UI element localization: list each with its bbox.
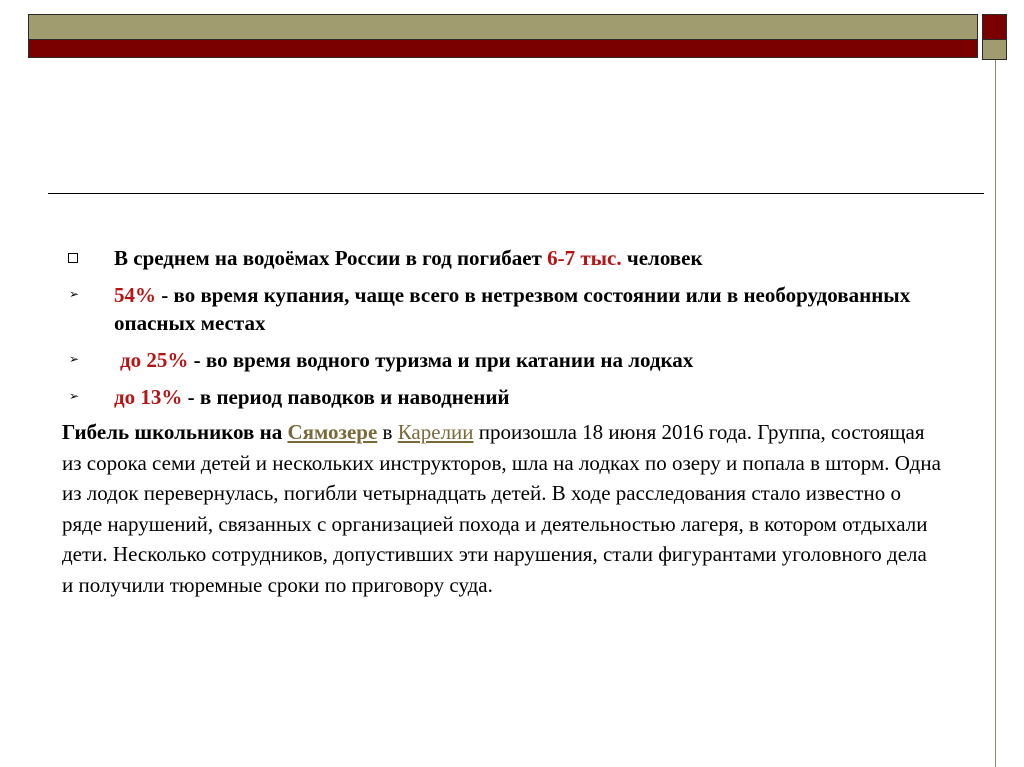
link-syamozero[interactable]: Сямозере bbox=[287, 420, 378, 444]
bullet-text-after: человек bbox=[621, 246, 703, 270]
bullet-highlight: 6-7 тыс. bbox=[547, 246, 622, 270]
paragraph-rest: произошла 18 июня 2016 года. Группа, состоящая из сорока семи детей и нескольких инструкторов, шла на лодках по озеру и попала в шторм. Одна из лодок перевернулась, погибли четырнадцать детей. В ходе расследования стало известно о ряде нарушений, связанных с организацией похода и деятельностью лагеря, в котором отдыхали дети. Несколько сотрудников, допустивших эти нарушения, стали фигурантами уголовного дела и получили тюремные сроки по приговору суда. bbox=[62, 420, 941, 597]
bullet-text-after: - в период паводков и наводнений bbox=[182, 385, 510, 409]
arrow-bullet-icon: ➢ bbox=[69, 287, 80, 301]
paragraph-connector: в bbox=[382, 420, 393, 444]
bullet-text-after: - во время купания, чаще всего в нетрезвом состоянии или в необорудованных опасных местах bbox=[114, 283, 911, 335]
link-karelia[interactable]: Карелии bbox=[397, 420, 474, 444]
bullet-item bbox=[62, 383, 942, 411]
header-bar-olive bbox=[28, 14, 978, 40]
bullet-item bbox=[62, 346, 942, 374]
arrow-bullet-icon: ➢ bbox=[69, 352, 80, 366]
arrow-bullet-icon: ➢ bbox=[69, 389, 80, 403]
body-paragraph bbox=[62, 417, 942, 600]
bullet-item bbox=[62, 281, 942, 337]
bullet-text-before: В среднем на водоёмах России в год погибает bbox=[114, 246, 548, 270]
bullet-highlight: до 13% bbox=[114, 385, 183, 409]
corner-square-red bbox=[982, 14, 1007, 40]
paragraph-bold-lead: Гибель школьников на bbox=[62, 420, 283, 444]
bullet-highlight: 54% bbox=[114, 283, 156, 307]
bullet-text-after: - во время водного туризма и при катании на лодках bbox=[188, 348, 694, 372]
right-vertical-line bbox=[995, 60, 996, 767]
bullet-highlight: до 25% bbox=[120, 348, 189, 372]
bullet-item bbox=[62, 244, 942, 272]
slide-content bbox=[62, 244, 942, 600]
square-bullet-icon bbox=[68, 253, 78, 263]
corner-square-olive bbox=[982, 40, 1007, 60]
title-rule bbox=[48, 193, 984, 194]
header-bar-red bbox=[28, 40, 978, 58]
